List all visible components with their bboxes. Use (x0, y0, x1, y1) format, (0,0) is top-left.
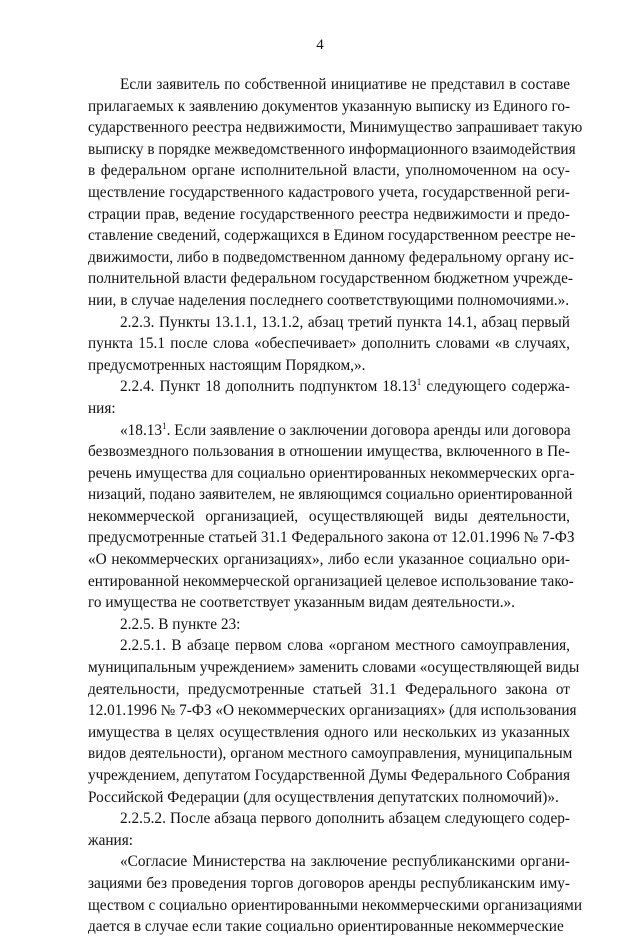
text-line: страции прав, ведение государственного реестра недвижимости и предо- (88, 205, 570, 223)
paragraph-p3 (88, 376, 570, 419)
text-line: учреждением, депутатом Государственной Думы Федерального Собрания (88, 767, 570, 784)
superscript: 1 (162, 420, 167, 431)
text-line (88, 420, 570, 442)
text-line: некоммерческой организацией, осуществляющей виды деятельности, (88, 507, 570, 525)
text-segment: следующего содержа- (421, 378, 570, 396)
text-line: ществление государственного кадастрового учета, государственной реги- (88, 183, 570, 201)
paragraph-p6 (88, 635, 580, 808)
paragraph-p1 (88, 74, 583, 312)
text-line: пункта 15.1 после слова «обеспечивает» дополнить словами «в случаях, (88, 335, 570, 353)
text-line: «О некоммерческих организациях», либо если указанное социально ори- (88, 551, 570, 569)
text-line: дается в случае если такие социально ориентированные некоммерческие (88, 918, 564, 936)
paragraph-p4 (88, 420, 575, 614)
superscript: 1 (416, 377, 422, 388)
text-line: жания: (88, 831, 134, 849)
page-number: 4 (316, 37, 324, 53)
text-line: сударственного реестра недвижимости, Минимущество запрашивает такую (88, 119, 583, 137)
text-segment: 2.2.4. Пункт 18 дополнить подпунктом 18.13 (120, 378, 417, 396)
text-line: 2.2.5.2. После абзаца первого дополнить абзацем следующего содер- (120, 810, 570, 828)
paragraph-p5 (88, 614, 570, 636)
text-line: 12.01.1996 № 7-ФЗ «О некоммерческих организациях» (для использования (88, 702, 577, 720)
paragraph-p7 (88, 808, 570, 851)
text-line: го имущества не соответствует указанным видам деятельности.». (88, 594, 515, 612)
text-line: предусмотренных настоящим Порядком,». (88, 356, 366, 374)
text-line: муниципальным учреждением» заменить словами «осуществляющей виды (88, 659, 580, 677)
text-line: низаций, подано заявителем, не являющимся социально ориентированной (88, 486, 573, 504)
text-line: в федеральном органе исполнительной власти, уполномоченном на осу- (88, 162, 570, 180)
text-line: Российской Федерации (для осуществления депутатских полномочий)». (88, 788, 559, 806)
text-line: движимости, либо в подведомственном данному федеральному органу ис- (88, 248, 574, 266)
document-body (88, 74, 583, 938)
text-line: «Согласие Министерства на заключение республиканскими органи- (120, 853, 570, 871)
text-line: выписку в порядке межведомственного информационного взаимодействия (88, 140, 576, 158)
text-line: предусмотренные статьей 31.1 Федерального закона от 12.01.1996 № 7-ФЗ (88, 529, 575, 547)
text-segment: «18.13 (120, 421, 163, 439)
text-line: Если заявитель по собственной инициативе не представил в составе (120, 76, 570, 93)
text-line: полнительной власти федеральном государственном бюджетном учрежде- (88, 270, 573, 288)
paragraph-p8 (88, 851, 583, 937)
text-line: 2.2.5.1. В абзаце первом слова «органом местного самоуправления, (120, 637, 570, 655)
text-line: нии, в случае наделения последнего соответствующими полномочиями.». (88, 291, 570, 309)
text-line: ществом с социально ориентированными некоммерческими организациями (88, 896, 583, 914)
text-line: деятельности, предусмотренные статьей 31.1 Федерального закона от (88, 680, 570, 698)
text-line: 2.2.5. В пункте 23: (120, 615, 241, 633)
text-line: прилагаемых к заявлению документов указанную выписку из Единого го- (88, 97, 571, 115)
text-line: зациями без проведения торгов договоров аренды республиканским иму- (88, 874, 570, 892)
text-line: ентированной некоммерческой организацией целевое использование тако- (88, 572, 574, 590)
paragraph-p2 (88, 312, 570, 377)
text-line (88, 376, 570, 398)
text-line: ния: (88, 399, 116, 417)
text-segment: . Если заявление о заключении договора аренды или договора (166, 421, 571, 439)
text-line: 2.2.3. Пункты 13.1.1, 13.1.2, абзац третий пункта 14.1, абзац первый (120, 313, 570, 331)
text-line: ставление сведений, содержащихся в Едином государственном реестре не- (88, 227, 576, 245)
text-line: видов деятельности), органом местного самоуправления, муниципальным (88, 745, 573, 763)
text-line: речень имущества для социально ориентированных некоммерческих орга- (88, 464, 575, 482)
text-line: безвозмездного пользования в отношении имущества, включенного в Пе- (88, 443, 570, 461)
text-line: имущества в целях осуществления одного или нескольких из указанных (88, 723, 570, 741)
